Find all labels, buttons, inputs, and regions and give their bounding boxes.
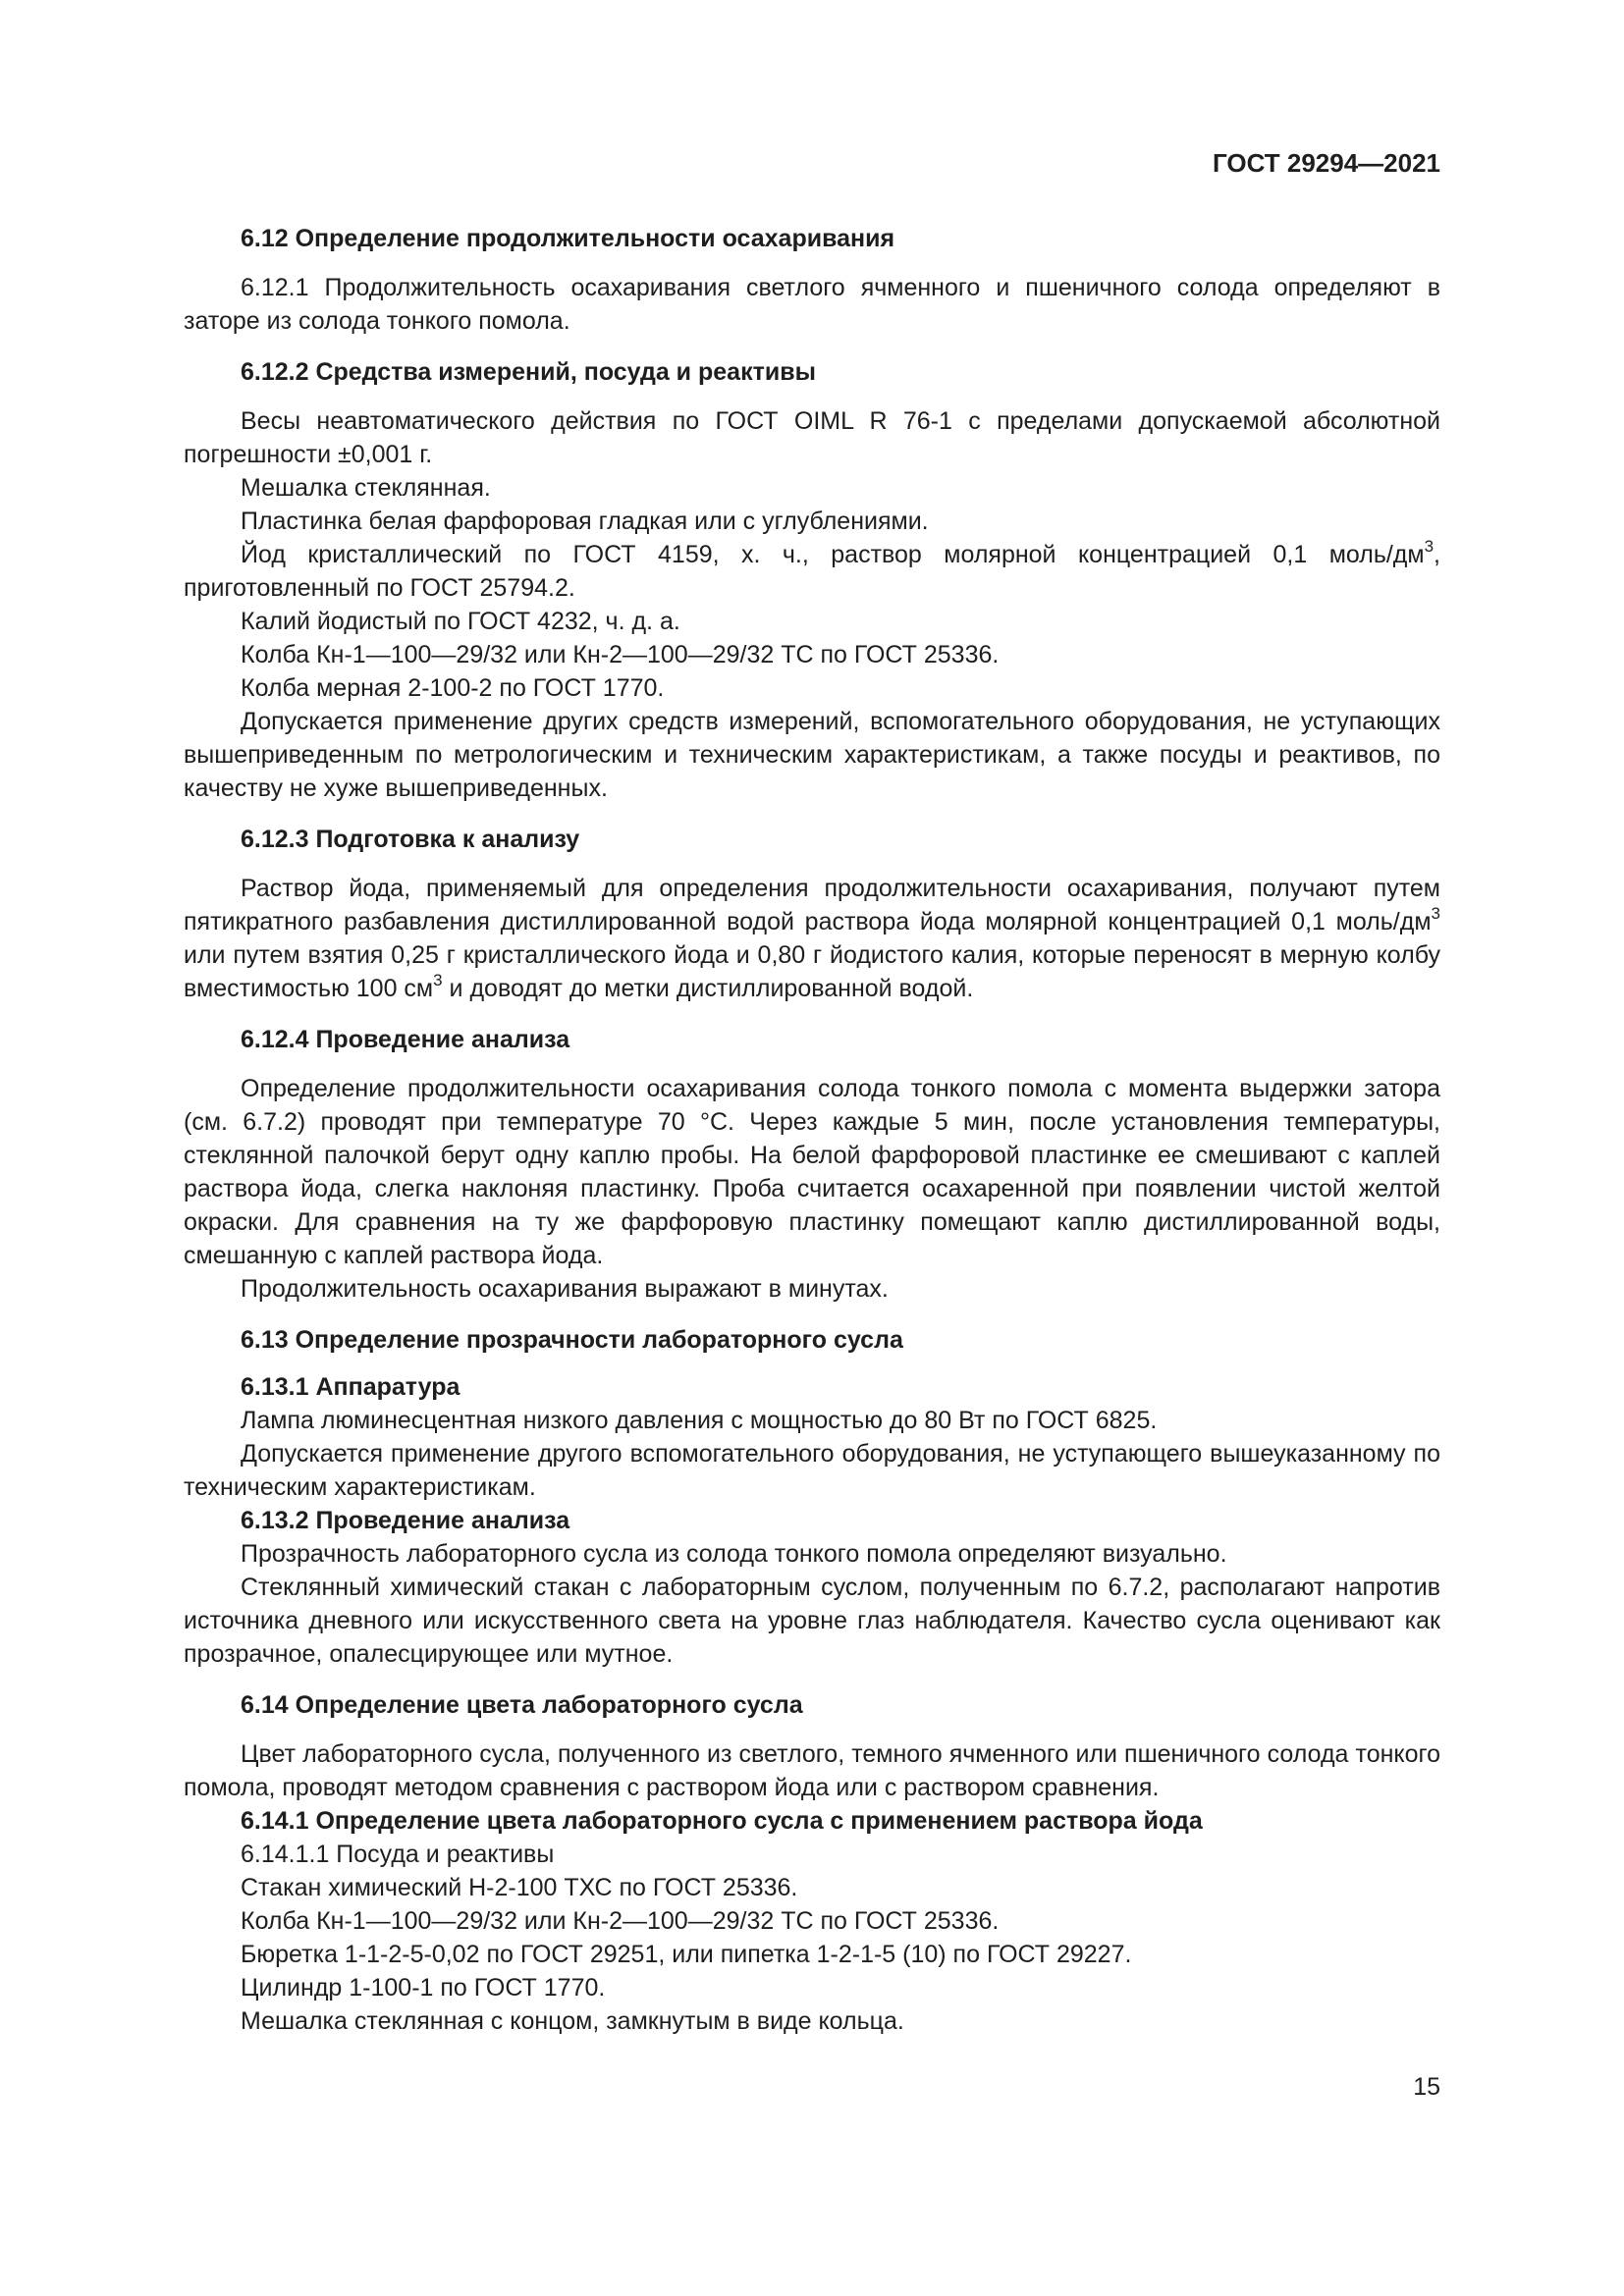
prep-text-a: Раствор йода, применяемый для определения продолжительности осахаривания, получают путем пятикратного разбавления дистиллированной водой раствора йода молярной концентрацией 0,1 моль/дм xyxy=(184,875,1440,935)
standard-code: ГОСТ 29294—2021 xyxy=(1213,148,1440,178)
paragraph-6-12-4: Определение продолжительности осахаривания солода тонкого помола с момента выдержки затора (см. 6.7.2) проводят при температуре 70 °С. Через каждые 5 мин, после установления температуры, стеклянной палочкой берут одну каплю пробы. На белой фарфоровой пластинке ее смешивают с каплей раствора йода, слегка наклоняя пластинку. Проба считается осахаренной при появлении чистой желтой окраски. Для сравнения на ту же фарфоровую пластинку помещают каплю дистиллированной воды, смешанную с каплей раствора йода. xyxy=(184,1075,1440,1269)
paragraph-duration-minutes: Продолжительность осахаривания выражают в минутах. xyxy=(241,1275,889,1303)
iodine-sup: 3 xyxy=(1424,536,1435,556)
paragraph-plate: Пластинка белая фарфоровая гладкая или с углублениями. xyxy=(241,507,929,535)
document-body xyxy=(184,222,1440,2038)
paragraph-6-12-1: 6.12.1 Продолжительность осахаривания светлого ячменного и пшеничного солода определяют в заторе из солода тонкого помола. xyxy=(184,274,1440,335)
paragraph-burette: Бюретка 1-1-2-5-0,02 по ГОСТ 29251, или пипетка 1-2-1-5 (10) по ГОСТ 29227. xyxy=(241,1941,1132,1968)
paragraph-cylinder: Цилиндр 1-100-1 по ГОСТ 1770. xyxy=(241,1974,606,2002)
paragraph-beaker-chemical: Стакан химический Н-2-100 ТХС по ГОСТ 25336. xyxy=(241,1874,798,1901)
paragraph-transparency: Прозрачность лабораторного сусла из солода тонкого помола определяют визуально. xyxy=(241,1540,1227,1568)
section-6-13-1-title: 6.13.1 Аппаратура xyxy=(241,1373,460,1401)
paragraph-potassium-iodide: Калий йодистый по ГОСТ 4232, ч. д. а. xyxy=(241,608,680,635)
section-6-12-title: 6.12 Определение продолжительности осахаривания xyxy=(241,225,895,252)
paragraph-6-12-3 xyxy=(184,872,1440,1005)
paragraph-alt-equipment: Допускается применение другого вспомогательного оборудования, не уступающего вышеуказанному по техническим характеристикам. xyxy=(184,1440,1440,1501)
paragraph-6-14-1-1-title: 6.14.1.1 Посуда и реактивы xyxy=(241,1841,555,1868)
section-6-14-title: 6.14 Определение цвета лабораторного сусла xyxy=(241,1691,803,1719)
section-6-13-title: 6.13 Определение прозрачности лабораторного сусла xyxy=(241,1326,903,1354)
section-6-12-3-title: 6.12.3 Подготовка к анализу xyxy=(241,826,580,853)
section-6-13-2-title: 6.13.2 Проведение анализа xyxy=(241,1507,570,1534)
paragraph-volumetric-flask: Колба мерная 2-100-2 по ГОСТ 1770. xyxy=(241,674,665,702)
paragraph-scales: Весы неавтоматического действия по ГОСТ OIML R 76-1 с пределами допускаемой абсолютной погрешности ±0,001 г. xyxy=(184,407,1440,468)
paragraph-6-14-intro: Цвет лабораторного сусла, полученного из светлого, темного ячменного или пшеничного солода тонкого помола, проводят методом сравнения с раствором йода или с раствором сравнения. xyxy=(184,1740,1440,1801)
section-6-12-4-title: 6.12.4 Проведение анализа xyxy=(241,1026,570,1053)
iodine-text-b: , приготовленный по ГОСТ 25794.2. xyxy=(184,541,1440,602)
page-number: 15 xyxy=(1413,2073,1440,2101)
section-6-12-2-title: 6.12.2 Средства измерений, посуда и реактивы xyxy=(241,358,816,386)
prep-text-b: или путем взятия 0,25 г кристаллического йода и 0,80 г йодистого калия, которые переносят в мерную колбу вместимостью 100 см xyxy=(184,941,1440,1002)
section-6-14-1-title: 6.14.1 Определение цвета лабораторного сусла с применением раствора йода xyxy=(241,1807,1203,1835)
paragraph-allowed-alternatives: Допускается применение других средств измерений, вспомогательного оборудования, не уступающих вышеприведенным по метрологическим и техническим характеристикам, а также посуды и реактивов, по качеству не хуже вышеприведенных. xyxy=(184,708,1440,802)
iodine-text-a: Йод кристаллический по ГОСТ 4159, х. ч., раствор молярной концентрацией 0,1 моль/дм xyxy=(241,541,1425,568)
paragraph-stirrer: Мешалка стеклянная. xyxy=(241,474,491,502)
paragraph-flask: Колба Кн-1—100—29/32 или Кн-2—100—29/32 ТС по ГОСТ 25336. xyxy=(241,641,1000,668)
prep-sup-2: 3 xyxy=(433,970,443,989)
paragraph-beaker: Стеклянный химический стакан с лабораторным суслом, полученным по 6.7.2, располагают напротив источника дневного или искусственного света на уровне глаз наблюдателя. Качество сусла оценивают как прозрачное, опалесцирующее или мутное. xyxy=(184,1574,1440,1668)
paragraph-iodine xyxy=(184,538,1440,605)
prep-text-c: и доводят до метки дистиллированной водой. xyxy=(442,975,974,1002)
paragraph-stirrer-ring: Мешалка стеклянная с концом, замкнутым в виде кольца. xyxy=(241,2007,904,2035)
paragraph-flask-2: Колба Кн-1—100—29/32 или Кн-2—100—29/32 ТС по ГОСТ 25336. xyxy=(241,1907,1000,1935)
paragraph-lamp: Лампа люминесцентная низкого давления с мощностью до 80 Вт по ГОСТ 6825. xyxy=(241,1407,1158,1434)
prep-sup-1: 3 xyxy=(1431,903,1440,923)
